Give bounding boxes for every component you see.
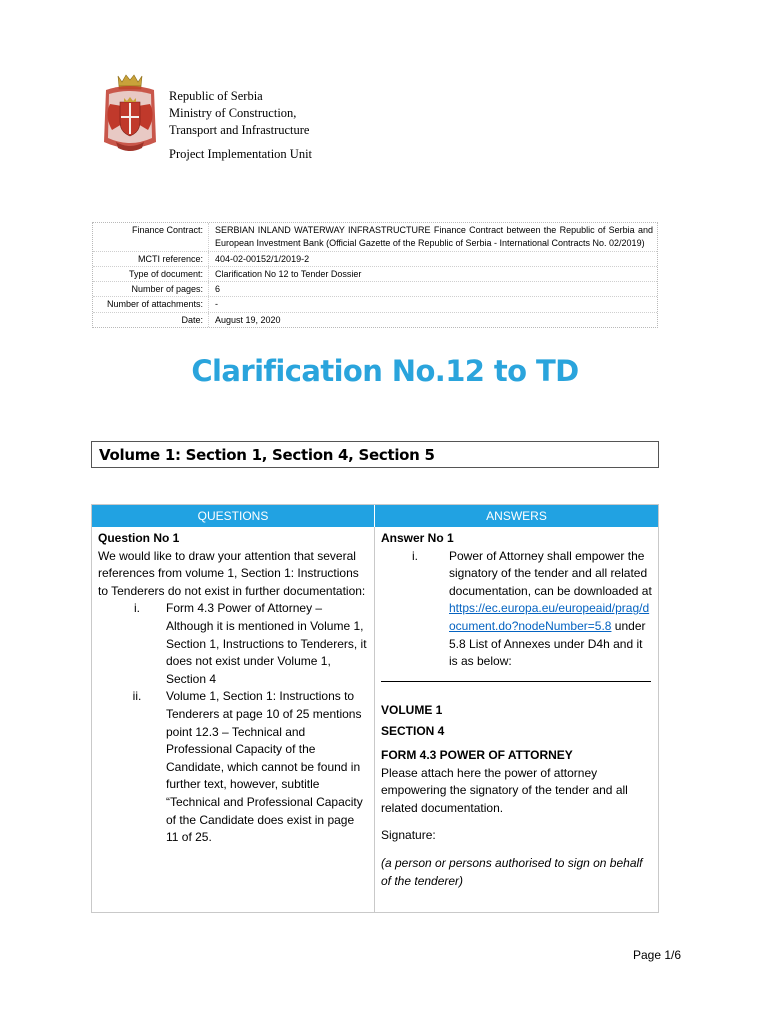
answer-section: SECTION 4 — [381, 724, 445, 739]
header-questions: QUESTIONS — [92, 505, 375, 527]
question-item-number: ii. — [132, 689, 142, 704]
answer-item-text — [449, 548, 652, 671]
answer-item — [381, 548, 652, 671]
separator-line — [381, 681, 651, 682]
answer-signature-note: (a person or persons authorised to sign on behalf of the tenderer) — [381, 855, 643, 888]
meta-row-mcti-reference — [93, 252, 657, 267]
meta-row-number-of-pages — [93, 282, 657, 297]
answer-text-before: Power of Attorney shall empower the signatory of the tender and all related documentation, can be downloaded at — [449, 548, 652, 598]
table-header — [92, 505, 658, 527]
meta-value: 6 — [215, 284, 221, 295]
meta-value: Clarification No 12 to Tender Dossier — [215, 268, 362, 279]
serbia-coat-of-arms-icon — [100, 72, 160, 160]
meta-row-date — [93, 313, 657, 327]
meta-value: 404-02-00152/1/2019-2 — [215, 253, 310, 264]
answer-volume: VOLUME 1 — [381, 702, 443, 717]
meta-label: Date: — [93, 313, 209, 327]
meta-label: Finance Contract: — [93, 223, 209, 251]
question-title: Question No 1 — [98, 531, 180, 545]
answer-text-after: under 5.8 List of Annexes under D4h and it is as below: — [449, 618, 646, 669]
meta-label: Number of attachments: — [93, 297, 209, 311]
document-metadata-table — [92, 222, 658, 328]
meta-row-number-of-attachments — [93, 297, 657, 312]
meta-value: August 19, 2020 — [215, 314, 281, 325]
question-item-text: Form 4.3 Power of Attorney – Although it is mentioned in Volume 1, Section 1, Instructions to Tenderers, it does not exist under Volume 1, Section 4 — [166, 601, 367, 686]
answer-item-number: i. — [412, 548, 418, 563]
question-cell — [92, 527, 375, 912]
question-item-text: Volume 1, Section 1: Instructions to Tenderers at page 10 of 25 mentions point 12.3 – Technical and Professional Capacity of the Candidate, which cannot be found in further text, however, subtitle “Technical and Professional Capacity of the Candidate does exist in page 11 of 25. — [166, 689, 363, 845]
answer-signature: Signature: — [381, 828, 436, 843]
question-item — [98, 688, 368, 846]
answer-title: Answer No 1 — [381, 531, 454, 545]
organization-block — [169, 88, 312, 163]
org-line-1: Republic of Serbia — [169, 89, 263, 103]
power-of-attorney-link[interactable]: https://ec.europa.eu/europeaid/prag/document.do?nodeNumber=5.8 — [449, 601, 650, 633]
question-item — [98, 600, 368, 688]
org-unit: Project Implementation Unit — [169, 147, 313, 161]
meta-value: - — [215, 299, 218, 310]
meta-row-finance-contract — [93, 223, 657, 252]
org-line-2: Ministry of Construction, — [169, 106, 297, 120]
answer-instruction: Please attach here the power of attorney empowering the signatory of the tender and all related documentation. — [381, 765, 628, 815]
questions-answers-table — [91, 504, 659, 913]
page-number: Page 1/6 — [633, 948, 682, 962]
meta-row-type-of-document — [93, 267, 657, 282]
header-answers: ANSWERS — [486, 509, 547, 523]
org-line-3: Transport and Infrastructure — [169, 123, 310, 137]
volume-heading: Volume 1: Section 1, Section 4, Section 5 — [91, 441, 659, 468]
question-item-number: i. — [134, 601, 140, 616]
meta-label: Number of pages: — [93, 282, 209, 296]
question-intro: We would like to draw your attention that several references from volume 1, Section 1: Instructions to Tenderers do not exist in further documentation: — [98, 548, 366, 598]
meta-label: MCTI reference: — [93, 252, 209, 266]
answer-form-title: FORM 4.3 POWER OF ATTORNEY — [381, 747, 573, 762]
answer-cell — [375, 527, 658, 912]
table-body — [92, 527, 658, 912]
meta-value: SERBIAN INLAND WATERWAY INFRASTRUCTURE Finance Contract between the Republic of Serbia and European Investment Bank (Official Gazette of the Republic of Serbia - International Contracts No. 02/2019) — [215, 225, 653, 249]
document-title: Clarification No.12 to TD — [191, 354, 579, 388]
meta-label: Type of document: — [93, 267, 209, 281]
